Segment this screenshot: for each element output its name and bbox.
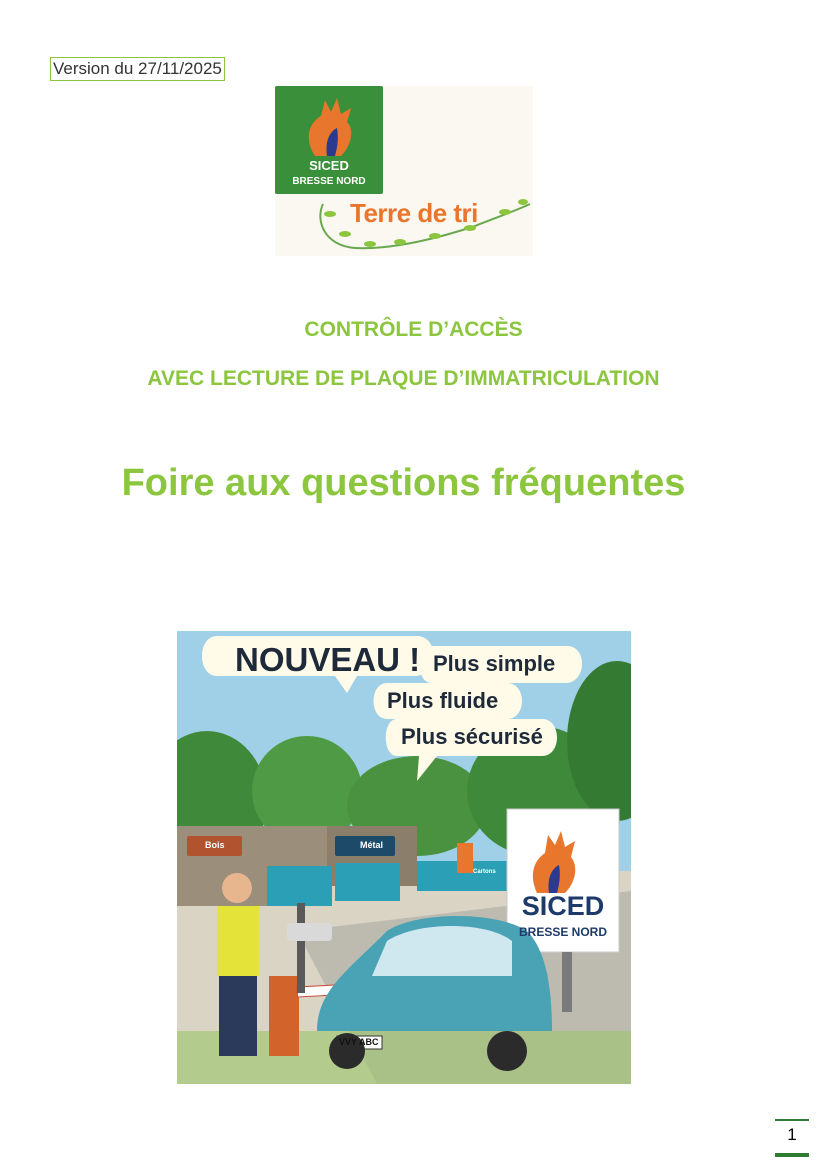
page-number: 1 bbox=[775, 1119, 809, 1157]
bubble-fluide: Plus fluide bbox=[387, 688, 499, 713]
illustration bbox=[177, 631, 631, 1084]
bin-label-metal: Métal bbox=[360, 840, 384, 850]
licence-plate: VVY ABC bbox=[339, 1037, 379, 1047]
logo-line1: SICED bbox=[309, 158, 349, 173]
sign-line1: SICED bbox=[521, 891, 605, 921]
logo-tagline: Terre de tri bbox=[350, 198, 478, 228]
siced-logo bbox=[275, 86, 533, 256]
title-line2: AVEC LECTURE DE PLAQUE D’IMMATRICULATION bbox=[147, 367, 660, 390]
logo-line2: BRESSE NORD bbox=[292, 176, 366, 187]
bubble-securise: Plus sécurisé bbox=[401, 724, 543, 749]
bubble-nouveau: NOUVEAU ! bbox=[235, 641, 421, 678]
leaves-decoration bbox=[275, 86, 533, 256]
sign-line2: BRESSE NORD bbox=[518, 925, 607, 939]
title-line1: CONTRÔLE D’ACCÈS bbox=[304, 318, 523, 341]
version-label: Version du 27/11/2025 bbox=[50, 57, 225, 81]
bin-label-bois: Bois bbox=[205, 840, 225, 850]
main-title: Foire aux questions fréquentes bbox=[121, 462, 686, 504]
bubble-simple: Plus simple bbox=[433, 651, 556, 676]
bin-label-cartons: Cartons bbox=[473, 869, 496, 875]
